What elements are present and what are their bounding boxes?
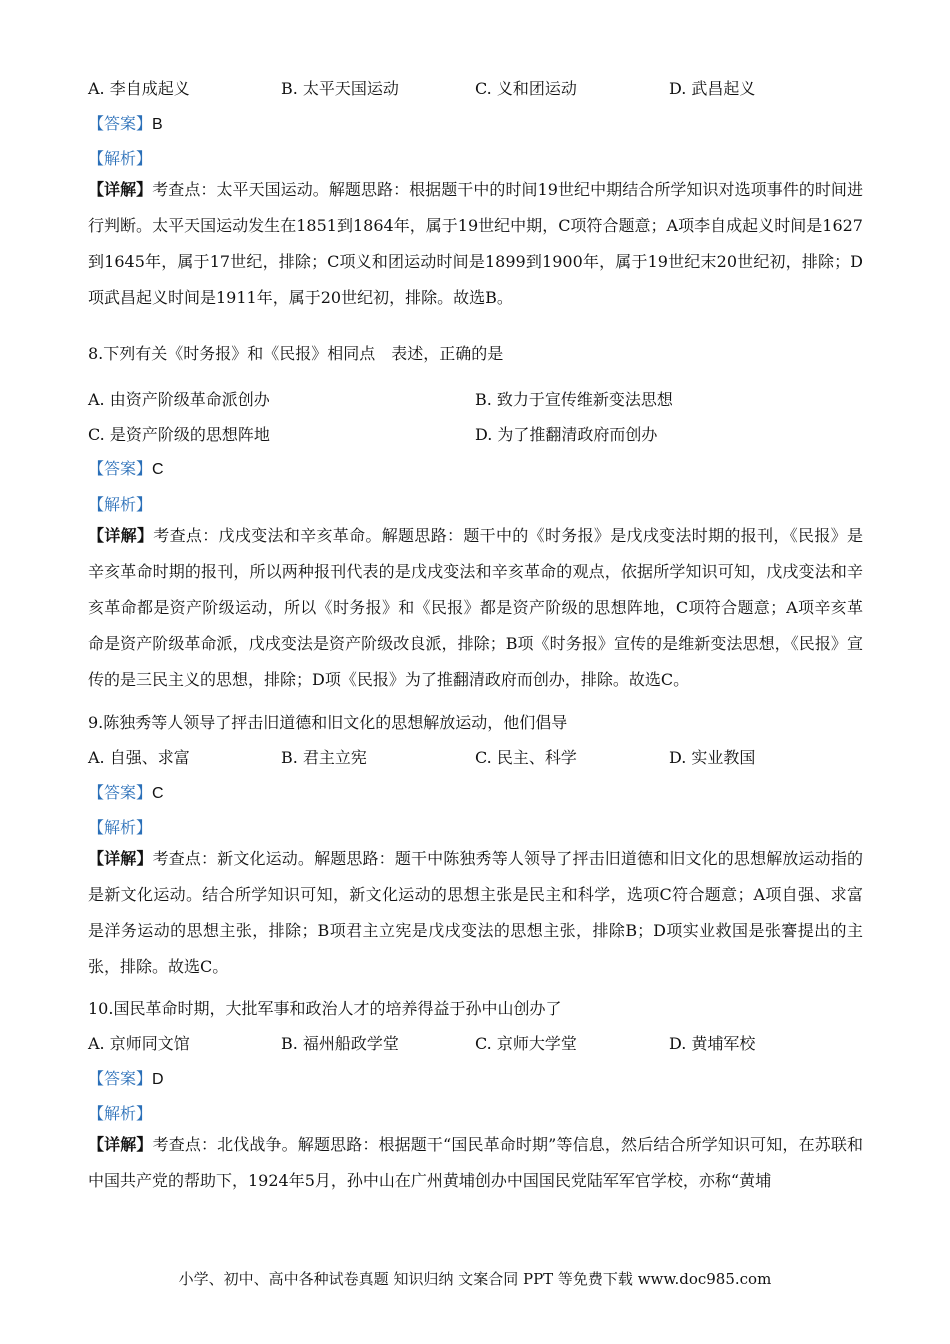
q10-answer: [88, 1066, 164, 1089]
q7-analysis-tag: 【解析】: [88, 149, 153, 168]
detail-tag: 【详解】: [88, 526, 154, 545]
q7-option-d: D. 武昌起义: [669, 79, 756, 98]
answer-tag: 【答案】: [88, 114, 153, 133]
q9-question: 9.陈独秀等人领导了抨击旧道德和旧文化的思想解放运动，他们倡导: [88, 713, 568, 732]
q7-option-c: C. 义和团运动: [475, 79, 577, 98]
q9-option-a: A. 自强、求富: [88, 748, 190, 767]
detail-text: 考查点：戊戌变法和辛亥革命。解题思路：题干中的《时务报》是戊戌变法时期的报刊，《民报》是辛亥革命时期的报刊，所以两种报刊代表的是戊戌变法和辛亥革命的观点，依据所学知识可知，戊戌变法和辛亥革命都是资产阶级运动，所以《时务报》和《民报》都是资产阶级的思想阵地，C项符合题意；A项辛亥革命是资产阶级革命派，戊戌变法是资产阶级改良派，排除；B项《时务报》宣传的是维新变法思想，《民报》宣传的是三民主义的思想，排除；D项《民报》为了推翻清政府而创办，排除。故选C。: [88, 526, 863, 689]
q8-option-a: A. 由资产阶级革命派创办: [88, 390, 270, 409]
detail-text: 考查点：太平天国运动。解题思路：根据题干中的时间19世纪中期结合所学知识对选项事件的时间进行判断。太平天国运动发生在1851到1864年，属于19世纪中期，C项符合题意；A项李自成起义时间是1627到1645年，属于17世纪，排除；C项义和团运动时间是1899到1900年，属于19世纪末20世纪初，排除；D项武昌起义时间是1911年，属于20世纪初，排除。故选B。: [88, 180, 863, 307]
q9-analysis-tag: 【解析】: [88, 818, 153, 837]
q7-option-b: B. 太平天国运动: [281, 79, 399, 98]
q8-answer: [88, 456, 164, 479]
detail-tag: 【详解】: [88, 849, 153, 868]
answer-value: B: [152, 116, 163, 133]
q10-detail: [88, 1127, 863, 1199]
page-footer: 小学、初中、高中各种试卷真题 知识归纳 文案合同 PPT 等免费下载 www.doc985.com: [178, 1270, 772, 1288]
answer-value: D: [152, 1071, 164, 1088]
q9-option-d: D. 实业教国: [669, 748, 756, 767]
q8-question: 8.下列有关《时务报》和《民报》相同点 表述，正确的是: [88, 344, 504, 363]
answer-value: C: [152, 785, 164, 802]
q10-option-b: B. 福州船政学堂: [281, 1034, 399, 1053]
q10-analysis-tag: 【解析】: [88, 1104, 153, 1123]
q9-detail: [88, 841, 863, 985]
detail-tag: 【详解】: [88, 1135, 153, 1154]
q10-option-d: D. 黄埔军校: [669, 1034, 756, 1053]
q7-answer: [88, 111, 163, 134]
q10-option-a: A. 京师同文馆: [88, 1034, 190, 1053]
q7-detail: [88, 172, 863, 316]
q8-analysis-tag: 【解析】: [88, 495, 153, 514]
detail-text: 考查点：北伐战争。解题思路：根据题干“国民革命时期”等信息，然后结合所学知识可知，在苏联和中国共产党的帮助下，1924年5月，孙中山在广州黄埔创办中国国民党陆军军官学校，亦称“黄埔: [88, 1135, 863, 1190]
q8-option-d: D. 为了推翻清政府而创办: [475, 425, 658, 444]
q9-option-c: C. 民主、科学: [475, 748, 577, 767]
q10-option-c: C. 京师大学堂: [475, 1034, 577, 1053]
q9-answer: [88, 780, 164, 803]
q7-option-a: A. 李自成起义: [88, 79, 190, 98]
detail-tag: 【详解】: [88, 180, 153, 199]
q8-option-c: C. 是资产阶级的思想阵地: [88, 425, 270, 444]
q9-option-b: B. 君主立宪: [281, 748, 367, 767]
answer-value: C: [152, 461, 164, 478]
answer-tag: 【答案】: [88, 1069, 153, 1088]
q8-detail: [88, 518, 863, 698]
answer-tag: 【答案】: [88, 783, 153, 802]
q8-option-b: B. 致力于宣传维新变法思想: [475, 390, 673, 409]
answer-tag: 【答案】: [88, 459, 153, 478]
detail-text: 考查点：新文化运动。解题思路：题干中陈独秀等人领导了抨击旧道德和旧文化的思想解放运动指的是新文化运动。结合所学知识可知，新文化运动的思想主张是民主和科学，选项C符合题意；A项自强、求富是洋务运动的思想主张，排除；B项君主立宪是戊戌变法的思想主张，排除B；D项实业救国是张謇提出的主张，排除。故选C。: [88, 849, 863, 976]
q10-question: 10.国民革命时期，大批军事和政治人才的培养得益于孙中山创办了: [88, 999, 562, 1018]
